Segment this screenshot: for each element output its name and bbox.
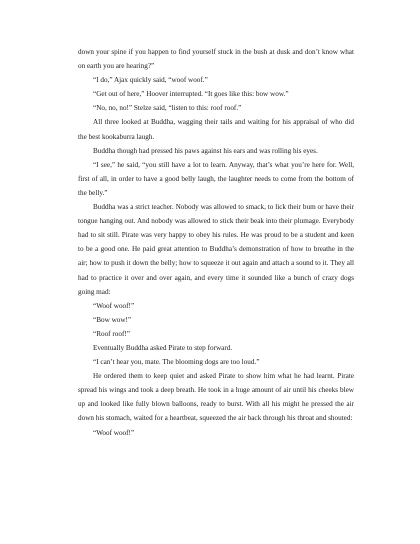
paragraph-8: Buddha was a strict teacher. Nobody was allowed to smack, to lick their bum or have their tongue hanging out. And nobody was allowed to stick their beak into their plumage. Everybody had to sit still. Pirate was very happy to obey his rules. He was proud to be a student and keen to be a good one. He paid great attention to Buddha’s demonstration of how to breathe in the air; how to push it down the belly; how to squeeze it out again and attach a sound to it. They all had to practice it over and over again, and every time it sounded like a bunch of crazy dogs going mad: [78,203,354,296]
paragraph-14: He ordered them to keep quiet and asked Pirate to show him what he had learnt. Pirate spread his wings and took a deep breath. He took in a huge amount of air until his cheeks blew up and looked like fully blown balloons, ready to burst. With all his might he pressed the air down his stomach, waited for a heartbeat, squeezed the air back through his throat and shouted: [78,372,354,423]
paragraph-6: Buddha though had pressed his paws against his ears and was rolling his eyes. [93,146,318,155]
paragraph-7: “I see,” he said, “you still have a lot to learn. Anyway, that’s what you’re here for. Well, first of all, in order to have a good belly laugh, the laughter needs to come from the bottom of the belly.” [78,160,354,197]
paragraph-11: “Roof roof!” [93,329,130,338]
paragraph-9: “Woof woof!” [93,301,135,310]
paragraph-10: “Bow wow!” [93,315,132,324]
paragraph-12: Eventually Buddha asked Pirate to step forward. [93,343,233,352]
paragraph-2: “I do,” Ajax quickly said, “woof woof.” [93,76,208,85]
paragraph-1: down your spine if you happen to find yourself stuck in the bush at dusk and don’t know what on earth you are hearing?” [78,48,354,71]
paragraph-5: All three looked at Buddha, wagging their tails and waiting for his appraisal of who did the best kookaburra laugh. [78,118,354,141]
page-body-text [78,45,354,440]
paragraph-13: “I can’t hear you, mate. The blooming dogs are too loud.” [93,358,260,367]
paragraph-3: “Get out of here,” Hoover interrupted. “It goes like this: bow wow.” [93,90,289,99]
paragraph-15: “Woof woof!” [93,428,135,437]
paragraph-4: “No, no, no!” Stelze said, “listen to this: roof roof.” [93,104,242,113]
